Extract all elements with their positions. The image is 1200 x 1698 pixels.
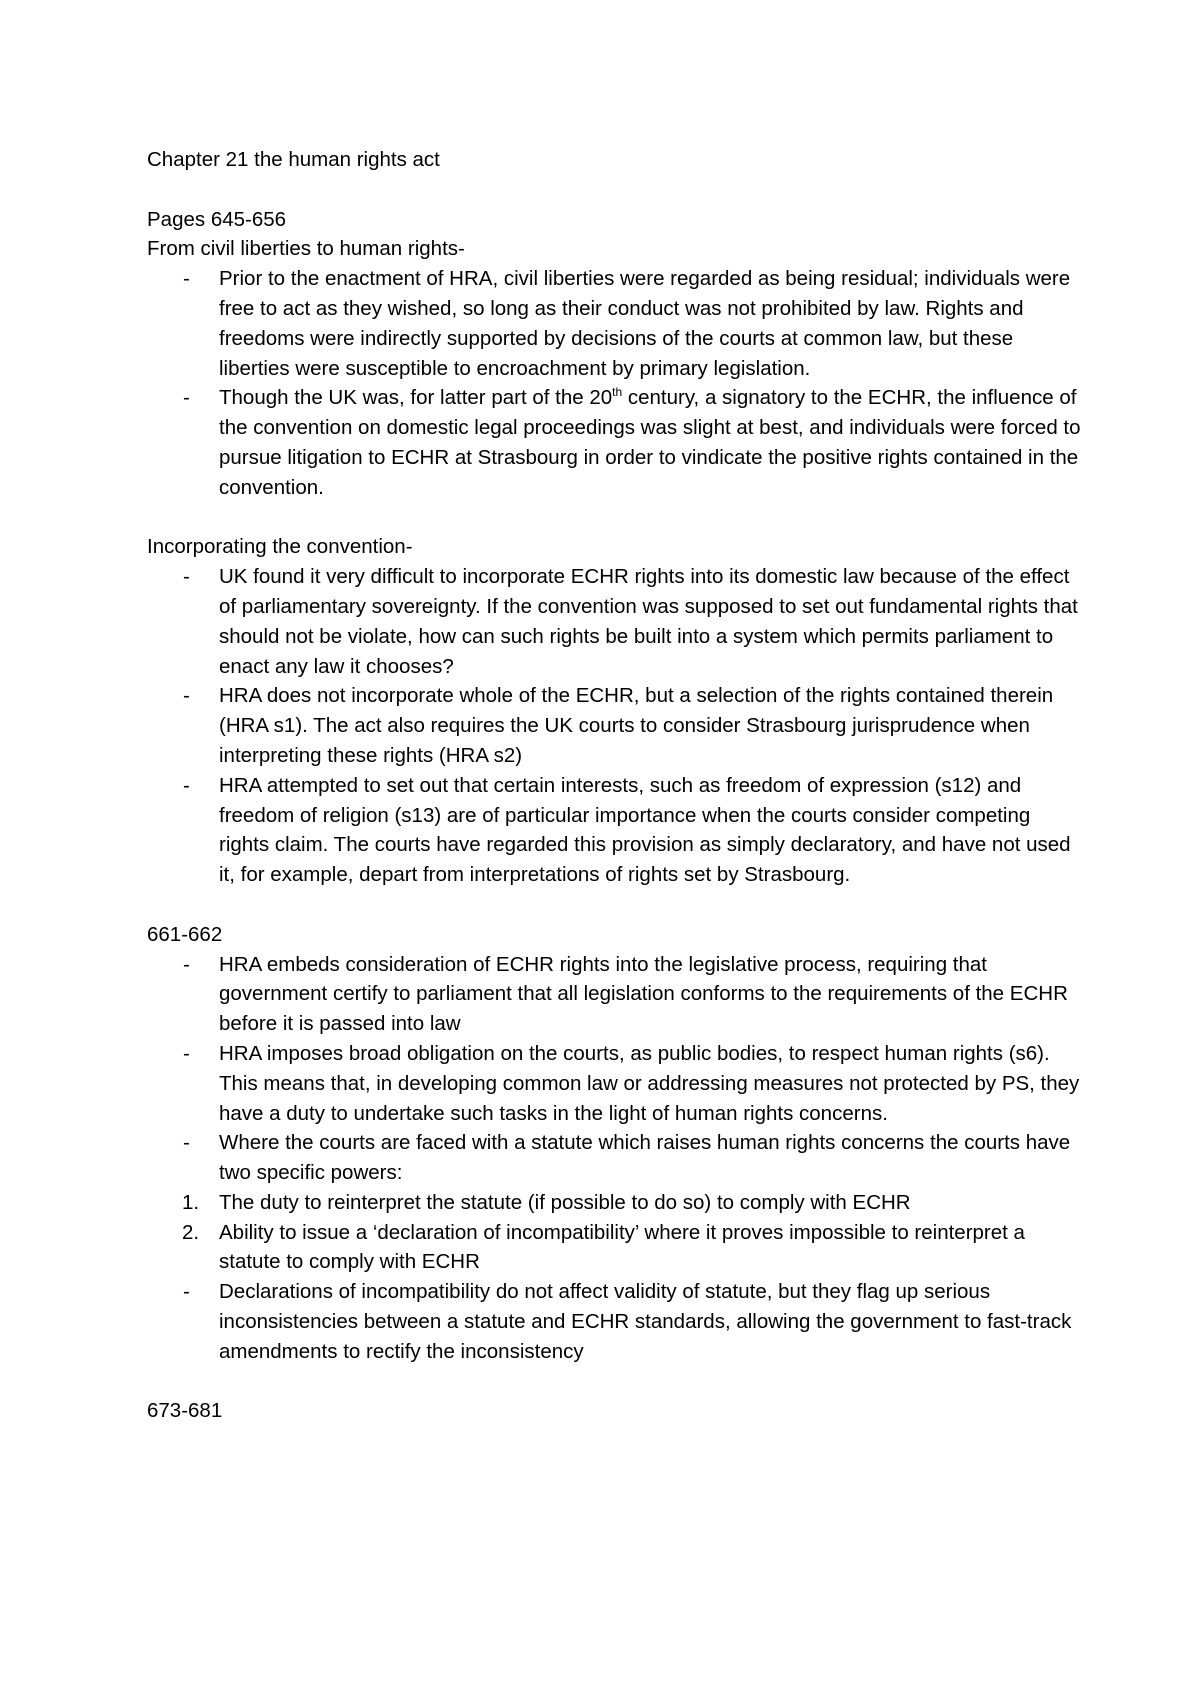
list-number: 2. bbox=[182, 1220, 200, 1244]
document-title: Chapter 21 the human rights act bbox=[147, 148, 440, 171]
list-item bbox=[147, 1277, 1082, 1366]
page-range-heading: Pages 645-656 bbox=[147, 207, 287, 231]
bullet-dash: - bbox=[183, 565, 190, 589]
list-number: 1. bbox=[182, 1190, 200, 1214]
document-page bbox=[147, 145, 1082, 1426]
spacer bbox=[147, 175, 1082, 205]
spacer bbox=[147, 890, 1082, 920]
list-item-text: Prior to the enactment of HRA, civil liberties were regarded as being residual; individuals were free to act as they wished, so long as their conduct was not prohibited by law. Rights and freedoms were indirectly supported by decisions of the courts at common law, but these liberties were susceptible to encroachment by primary legislation. bbox=[219, 267, 1071, 380]
list-item-text: HRA imposes broad obligation on the courts, as public bodies, to respect human rights (s6). This means that, in developing common law or addressing measures not protected by PS, they have a duty to undertake such tasks in the light of human rights concerns. bbox=[219, 1041, 1080, 1125]
list-item bbox=[147, 1128, 1082, 1188]
page-range-heading: 673-681 bbox=[147, 1399, 223, 1423]
numbered-item-text: Ability to issue a ‘declaration of incompatibility’ where it proves impossible to reinterpret a statute to comply with ECHR bbox=[219, 1220, 1025, 1274]
list-item-text: Declarations of incompatibility do not affect validity of statute, but they flag up serious inconsistencies between a statute and ECHR standards, allowing the government to fast-track amendments to rectify the inconsistency bbox=[219, 1280, 1072, 1363]
bullet-dash: - bbox=[183, 1041, 190, 1065]
list-item-text: HRA attempted to set out that certain interests, such as freedom of expression (s12) and freedom of religion (s13) are of particular importance when the courts consider competing rights claim. The courts have regarded this provision as simply declaratory, and have not used it, for example, depart from interpretations of rights set by Strasbourg. bbox=[219, 773, 1071, 887]
superscript-ordinal: th bbox=[612, 385, 623, 400]
list-item bbox=[147, 771, 1082, 890]
bullet-dash: - bbox=[183, 267, 190, 291]
bullet-dash: - bbox=[183, 684, 190, 708]
list-item-text: HRA does not incorporate whole of the ECHR, but a selection of the rights contained therein (HRA s1). The act also requires the UK courts to consider Strasbourg jurisprudence when interpreting these rights (HRA s2) bbox=[219, 684, 1054, 767]
list-item bbox=[147, 950, 1082, 1039]
spacer bbox=[147, 503, 1082, 533]
numbered-item-text: The duty to reinterpret the statute (if possible to do so) to comply with ECHR bbox=[219, 1190, 911, 1214]
list-item bbox=[147, 1039, 1082, 1128]
list-item bbox=[147, 383, 1082, 502]
list-item-text: HRA embeds consideration of ECHR rights into the legislative process, requiring that government certify to parliament that all legislation conforms to the requirements of the ECHR before it is passed into law bbox=[219, 952, 1068, 1036]
list-item-text-part: century, a signatory to the ECHR, the influence of the convention on domestic legal proceedings was slight at best, and individuals were forced to pursue litigation to ECHR at Strasbourg in order to vindicate the positive rights contained in the convention. bbox=[219, 386, 1081, 499]
list-item bbox=[147, 562, 1082, 681]
bullet-dash: - bbox=[183, 1131, 190, 1155]
bullet-dash: - bbox=[183, 952, 190, 976]
list-item-text bbox=[219, 383, 1082, 502]
section-heading-incorporating: Incorporating the convention- bbox=[147, 535, 413, 559]
list-item bbox=[147, 681, 1082, 770]
list-item-text: Where the courts are faced with a statute which raises human rights concerns the courts have two specific powers: bbox=[219, 1131, 1071, 1185]
list-item bbox=[147, 264, 1082, 383]
bullet-dash: - bbox=[183, 386, 190, 410]
list-item-text: UK found it very difficult to incorporate ECHR rights into its domestic law because of the effect of parliamentary sovereignty. If the convention was supposed to set out fundamental rights that should not be violate, how can such rights be built into a system which permits parliament to enact any law it chooses? bbox=[219, 565, 1078, 678]
numbered-item bbox=[147, 1188, 1082, 1218]
bullet-dash: - bbox=[183, 773, 190, 797]
list-item-text-part: Though the UK was, for latter part of the 20 bbox=[219, 386, 613, 410]
page-range-heading: 661-662 bbox=[147, 922, 223, 946]
spacer bbox=[147, 1367, 1082, 1397]
bullet-dash: - bbox=[183, 1280, 190, 1304]
numbered-item bbox=[147, 1218, 1082, 1278]
section-heading-civil-liberties: From civil liberties to human rights- bbox=[147, 237, 465, 261]
